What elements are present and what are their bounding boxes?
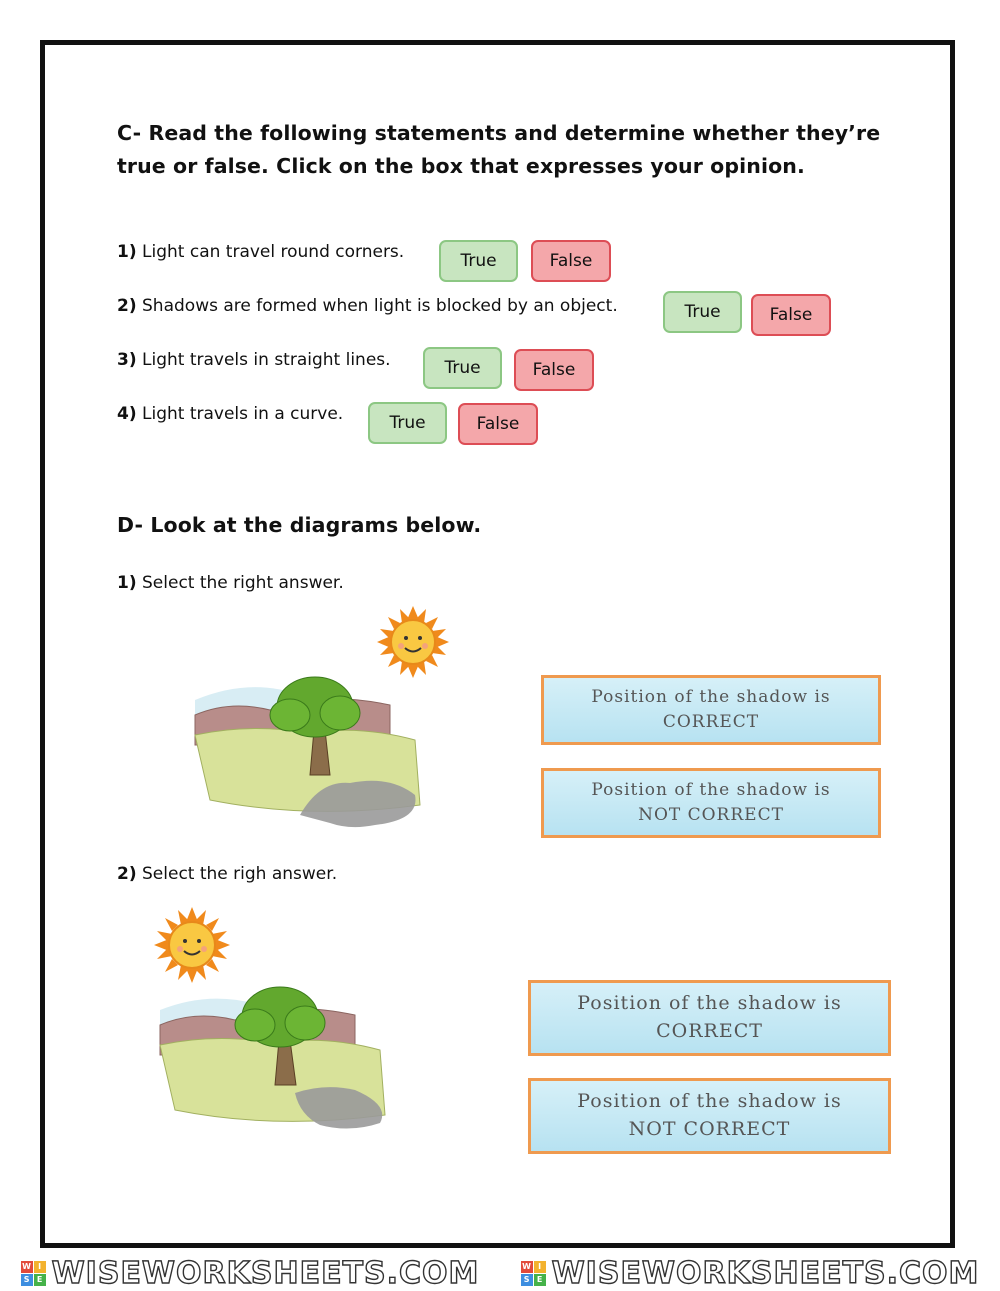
statement-number: 2) <box>117 296 137 316</box>
statement-number: 3) <box>117 350 137 370</box>
statement-4-false-button[interactable]: False <box>458 403 538 445</box>
section-d-heading: D- Look at the diagrams below. <box>117 513 482 537</box>
statement-number: 1) <box>117 242 137 262</box>
statement-3-false-button[interactable]: False <box>514 349 594 391</box>
tree-shadow-diagram-1 <box>190 605 455 830</box>
watermark-logo-2 <box>521 1256 980 1291</box>
option-line2: NOT CORRECT <box>638 805 784 825</box>
option-line2: NOT CORRECT <box>628 1118 791 1140</box>
question-text: Select the right answer. <box>142 573 344 593</box>
question-2 <box>117 864 337 884</box>
statement-4 <box>117 404 343 424</box>
statement-1-false-button[interactable]: False <box>531 240 611 282</box>
question-2-correct-option[interactable] <box>528 980 891 1056</box>
statement-text: Light travels in straight lines. <box>142 350 391 370</box>
logo-text: WISEWORKSHEETS.COM <box>551 1255 980 1291</box>
option-line1: Position of the shadow is <box>577 1090 842 1113</box>
watermark-logo-1 <box>21 1256 480 1291</box>
option-line2: CORRECT <box>656 1020 763 1042</box>
option-line1: Position of the shadow is <box>577 992 842 1015</box>
logo-squares-icon: W I S E <box>521 1261 546 1286</box>
question-2-not-correct-option[interactable] <box>528 1078 891 1154</box>
option-line2: CORRECT <box>662 712 760 732</box>
statement-1 <box>117 242 404 262</box>
logo-squares-icon: W I S E <box>21 1261 46 1286</box>
statement-1-true-button[interactable]: True <box>439 240 518 282</box>
statement-text: Shadows are formed when light is blocked by an object. <box>142 296 618 316</box>
section-c-heading <box>117 117 880 183</box>
question-number: 2) <box>117 864 137 884</box>
footer-watermark <box>0 1255 1000 1291</box>
question-number: 1) <box>117 573 137 593</box>
statement-text: Light can travel round corners. <box>142 242 405 262</box>
sun-icon <box>377 606 449 678</box>
statement-3 <box>117 350 391 370</box>
statement-3-true-button[interactable]: True <box>423 347 502 389</box>
option-line1: Position of the shadow is <box>591 687 831 708</box>
tree-shadow-diagram-2 <box>150 905 420 1135</box>
question-1 <box>117 573 344 593</box>
question-text: Select the righ answer. <box>142 864 338 884</box>
option-line1: Position of the shadow is <box>591 780 831 801</box>
statement-2 <box>117 296 618 316</box>
statement-2-false-button[interactable]: False <box>751 294 831 336</box>
statement-text: Light travels in a curve. <box>142 404 344 424</box>
statement-4-true-button[interactable]: True <box>368 402 447 444</box>
section-c-heading-line1: C- Read the following statements and determine whether they’re <box>117 121 881 145</box>
statement-2-true-button[interactable]: True <box>663 291 742 333</box>
sun-icon <box>154 907 230 983</box>
question-1-correct-option[interactable] <box>541 675 881 745</box>
section-c-heading-line2: true or false. Click on the box that expresses your opinion. <box>117 154 805 178</box>
logo-text: WISEWORKSHEETS.COM <box>51 1255 480 1291</box>
statement-number: 4) <box>117 404 137 424</box>
question-1-not-correct-option[interactable] <box>541 768 881 838</box>
